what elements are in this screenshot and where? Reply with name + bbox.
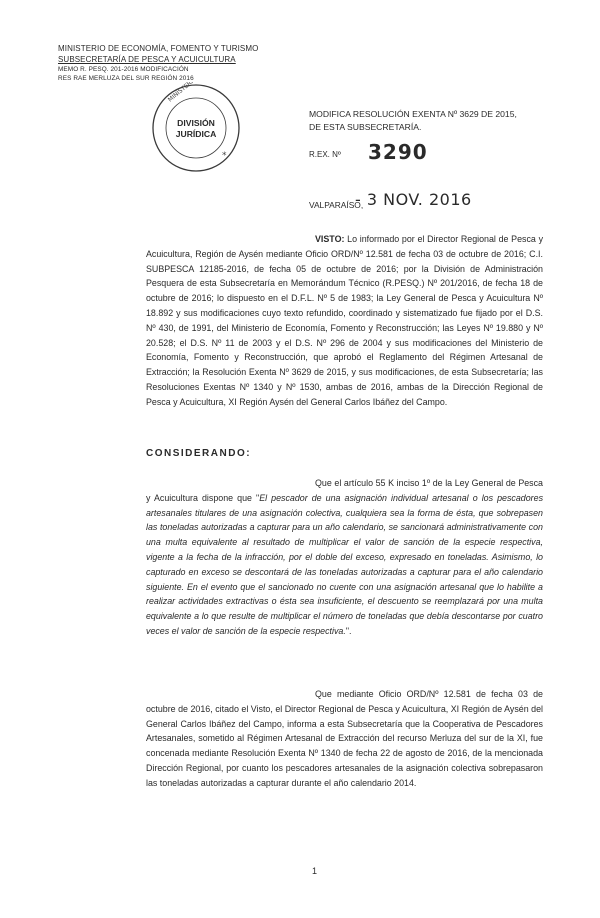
stamp-juridica-label: JURÍDICA xyxy=(175,129,217,139)
subject-line-2: DE ESTA SUBSECRETARÍA. xyxy=(309,122,422,132)
p1-quote: El pescador de una asignación individual artesanal o los pescadores artesanales titulares de una asignación colectiva, cualquiera sea la forma de ésta, que sobrepasen las toneladas autorizadas a capturar para un año calendario, se sancionará administrativamente con una multa equivalente al resultado de multiplicar el valor de sanción de la especie respectiva, vigente a la fecha de la infracción, por el doble del exceso, expresado en toneladas. Asimismo, lo capturado en exceso se descontará de las toneladas autorizadas a capturar para el año calendario siguiente. En el evento que el sancionado no cuente con una asignación artesanal que lo habilite a realizar actividades extractivas o ésta sea insuficiente, el descuento se reemplazará por una multa equivalente a lo que resulte de multiplicar el número de toneladas que debía descontarse por cuatro veces el valor de sanción de la especie respectiva. xyxy=(146,492,544,636)
subsecretariat-name: SUBSECRETARÍA DE PESCA Y ACUICULTURA xyxy=(58,54,236,64)
memo-reference: MEMO R. PESQ. 201-2016 MODIFICACIÓN xyxy=(58,66,189,73)
considerando-heading: CONSIDERANDO: xyxy=(146,448,252,459)
resolution-number: 3290 xyxy=(368,140,428,164)
subject-line-1: MODIFICA RESOLUCIÓN EXENTA Nº 3629 DE 2015, xyxy=(309,109,517,119)
memo-subject: RES RAE MERLUZA DEL SUR REGIÓN 2016 xyxy=(58,75,194,82)
resolution-date: - 3 NOV. 2016 xyxy=(355,190,472,209)
visto-text: Lo informado por el Director Regional de Pesca y Acuicultura, Región de Aysén mediante Oficio ORD/Nº 12.581 de fecha 03 de octubre de 2016; C.I. SUBPESCA 12185-2016, de fecha 05 de octubre de 2016; por la División de Administración Pesquera de esta Subsecretaría en Memorándum Técnico (R.PESQ.) Nº 201/2016, de fecha 18 de octubre de 2016; lo dispuesto en el D.F.L. Nº 5 de 1983; la Ley General de Pesca y Acuicultura Nº 18.892 y sus modificaciones cuyo texto refundido, coordinado y sistematizado fue fijado por el D.S. Nº 430, de 1991, del Ministerio de Economía, Fomento y Reconstrucción; las Leyes Nº 19.880 y Nº 20.528; el D.S. Nº 11 de 2003 y el D.S. Nº 296 de 2004 y sus modificaciones del Ministerio de Economía, Fomento y Reconstrucción, que aprobó el Reglamento del Régimen Artesanal de Extracción; la Resolución Exenta Nº 3629 de 2015, y sus modificaciones, de esta Subsecretaría; las Resoluciones Exentas Nº 1340 y Nº 1530, ambas de 2016, ambas de la Dirección Regional de Pesca y Acuicultura, XI Región Aysén del General Carlos Ibáñez del Campo. xyxy=(146,234,544,407)
ministry-name: MINISTERIO DE ECONOMÍA, FOMENTO Y TURISMO xyxy=(58,44,259,53)
visto-heading: VISTO: xyxy=(315,234,345,244)
stamp-division-label: DIVISIÓN xyxy=(177,118,215,128)
division-juridica-stamp xyxy=(150,82,242,174)
city-label: VALPARAÍSO, xyxy=(309,200,364,210)
ministry-header xyxy=(58,44,298,83)
p1-lead: Que el artículo 55 K inciso 1º de la Ley General de Pesca y Acuicultura dispone que " xyxy=(146,478,543,503)
visto-paragraph xyxy=(146,232,543,410)
resolution-label: R.EX. Nº xyxy=(309,150,341,159)
page-number: 1 xyxy=(312,866,318,876)
svg-text:*: * xyxy=(222,151,227,161)
considerando-paragraph-2: Que mediante Oficio ORD/Nº 12.581 de fecha 03 de octubre de 2016, citado el Visto, el Director Regional de Pesca y Acuicultura, XI Región de Aysén del General Carlos Ibáñez del Campo, informa a esta Subsecretaría que la Cooperativa de Pescadores Artesanales, sometido al Régimen Artesanal de Extracción del recurso Merluza del sur de la XI, fue concenada mediante Resolución Exenta Nº 1340 de fecha 22 de agosto de 2016, de la mencionada Dirección Regional, por cuanto los pescadores artesanales de la asignación colectiva sobrepasaron las toneladas autorizadas a capturar durante el año calendario 2014. xyxy=(146,689,543,788)
considerando-paragraph-1 xyxy=(146,476,543,639)
resolution-subject xyxy=(309,108,517,134)
p1-tail: ". xyxy=(345,625,352,636)
